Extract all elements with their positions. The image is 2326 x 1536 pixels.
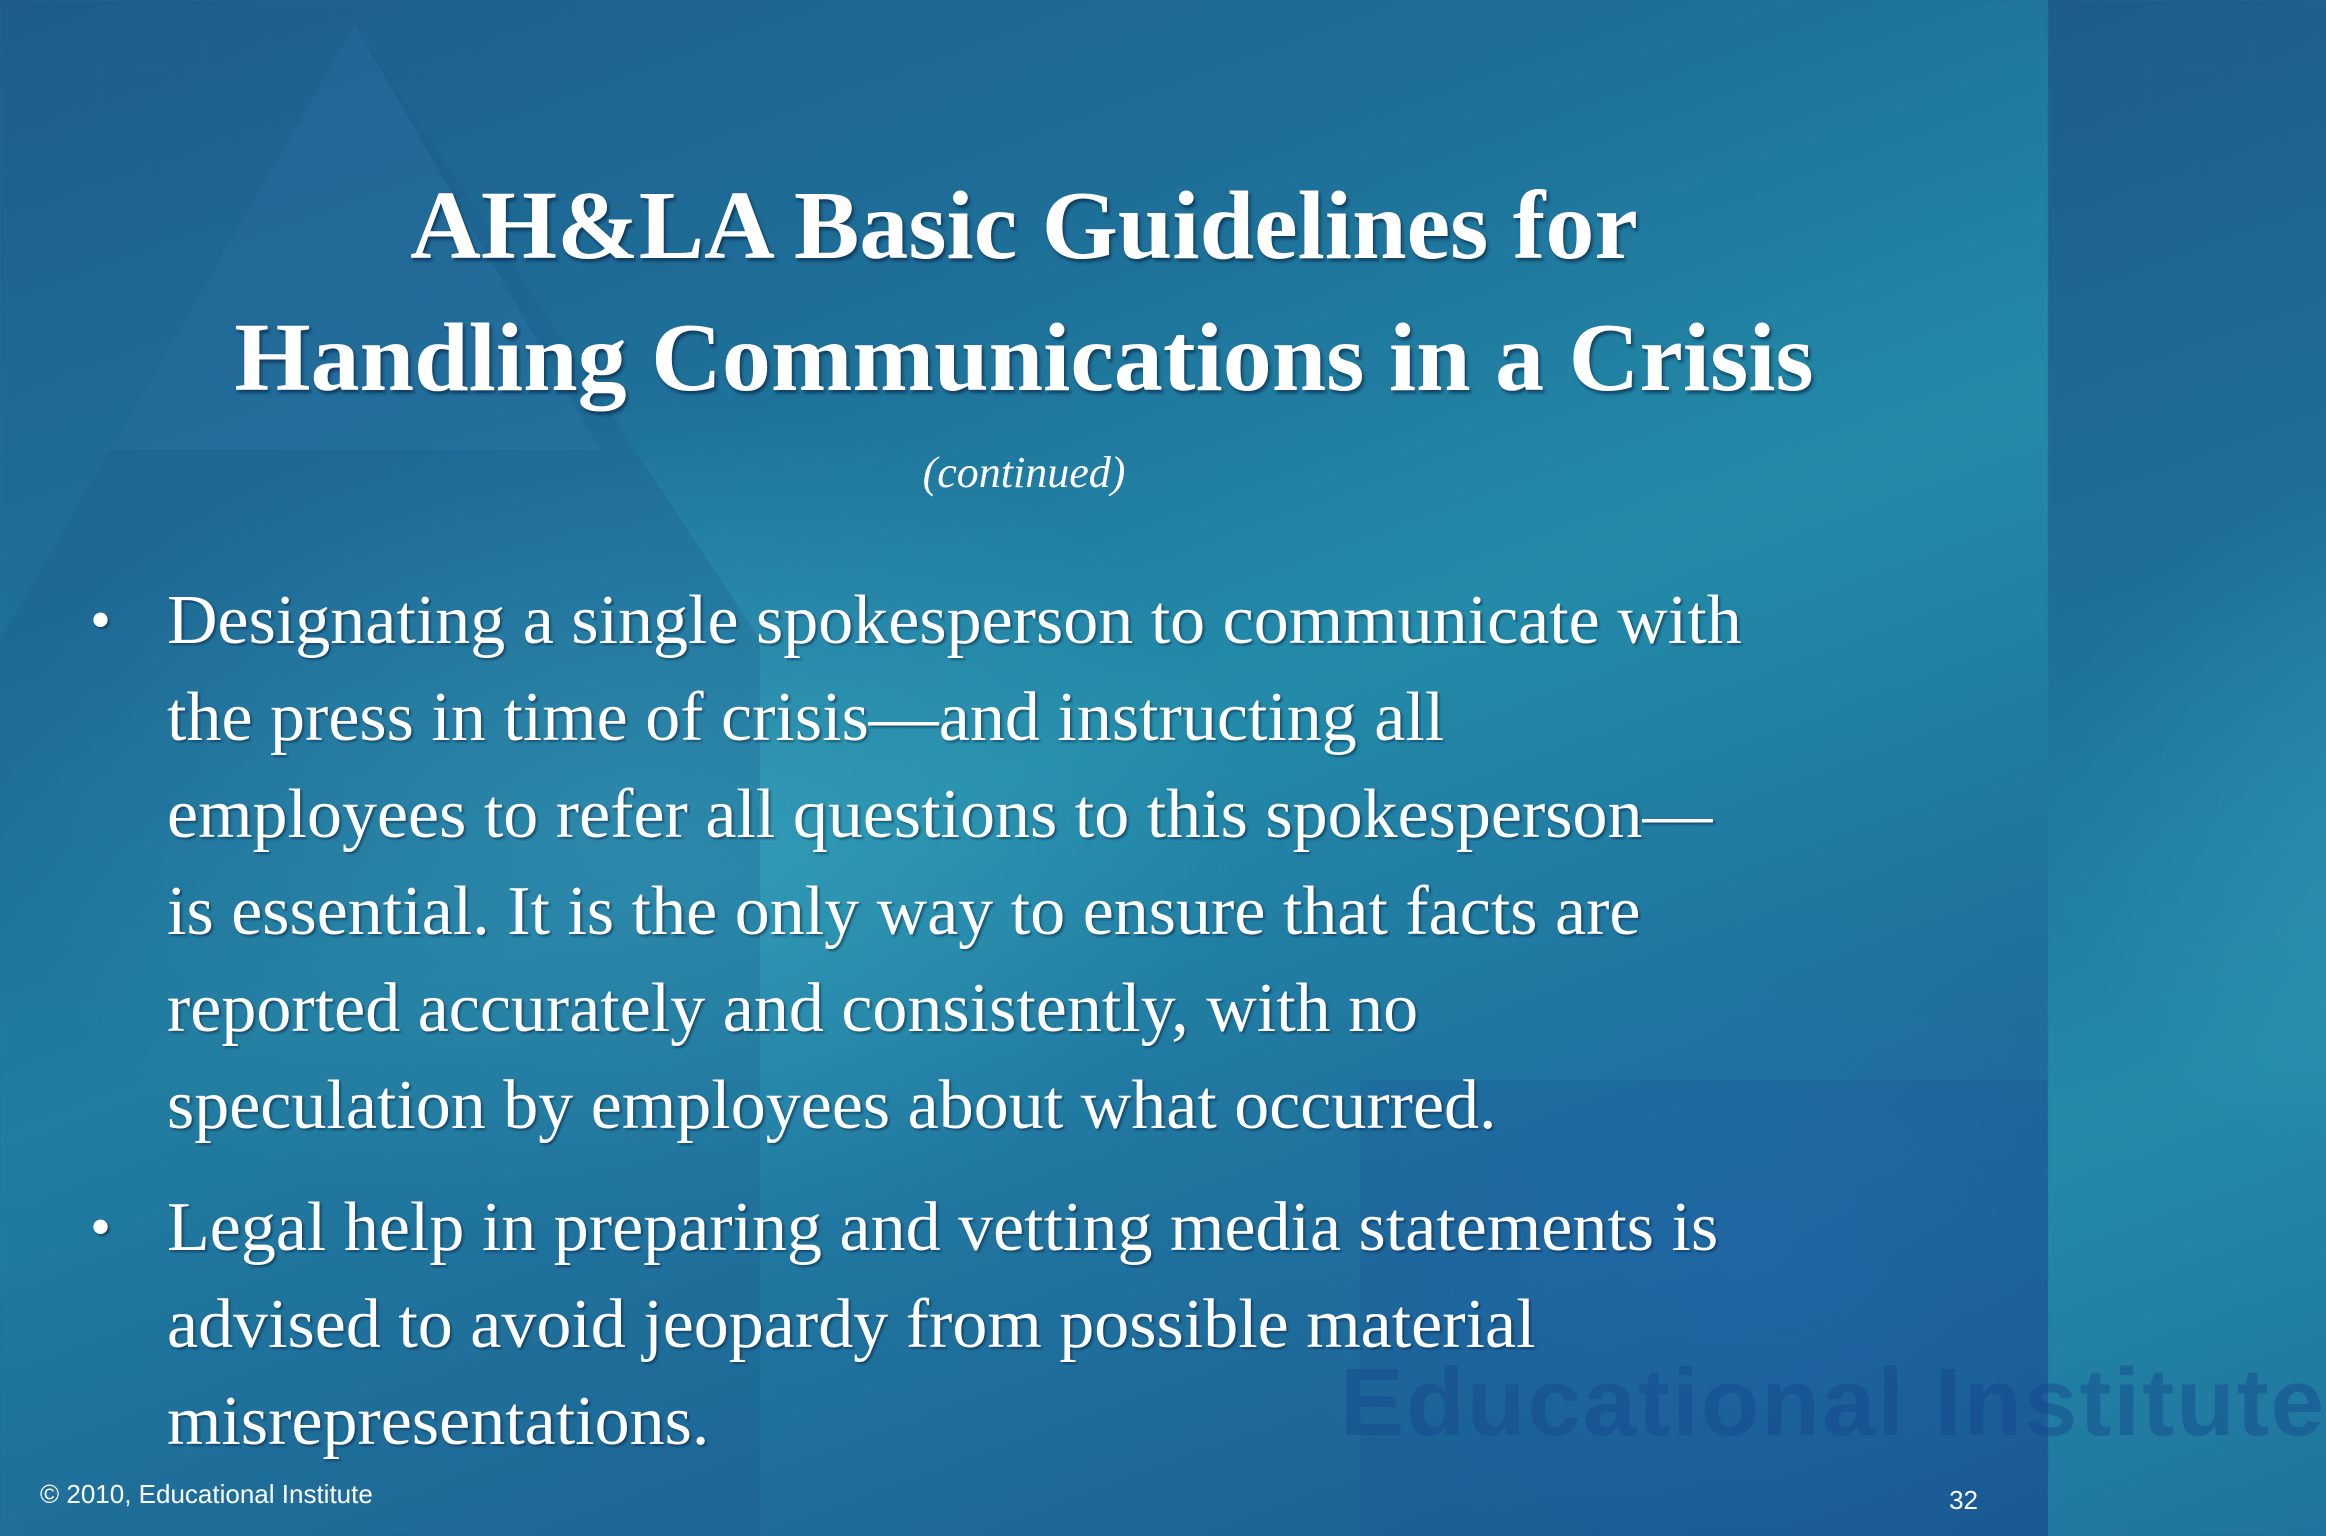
watermark-logo-text: Educational Institute (1340, 1349, 2326, 1456)
bullet-marker-icon: • (90, 1194, 112, 1260)
bullet-text-line: the press in time of crisis—and instructing all (167, 679, 1445, 756)
footer-copyright: © 2010, Educational Institute (40, 1479, 373, 1509)
bullet-text-line: Legal help in preparing and vetting media statements is (167, 1189, 1719, 1266)
bullet-text-line: is essential. It is the only way to ensure that facts are (167, 873, 1641, 950)
bullet-text-line: employees to refer all questions to this spokesperson— (167, 776, 1713, 853)
bullet-text-line: advised to avoid jeopardy from possible material (167, 1286, 1536, 1363)
bullet-text-line: Designating a single spokesperson to communicate with (167, 582, 1742, 659)
page-number: 32 (1949, 1485, 1978, 1515)
bullet-item (0, 1179, 1977, 1470)
bullet-text-line: reported accurately and consistently, with no (167, 970, 1419, 1047)
bullet-marker-icon: • (90, 587, 112, 653)
bullet-item (0, 572, 1977, 1154)
bullet-text-line: misrepresentations. (167, 1383, 710, 1460)
bullet-list (0, 572, 2048, 1470)
slide-title-line-2: Handling Communications in a Crisis (234, 304, 1814, 412)
slide-subtitle: (continued) (922, 448, 1126, 497)
slide-title (0, 160, 2048, 424)
slide-title-line-1: AH&LA Basic Guidelines for (410, 172, 1638, 280)
bullet-text-line: speculation by employees about what occurred. (167, 1067, 1497, 1144)
